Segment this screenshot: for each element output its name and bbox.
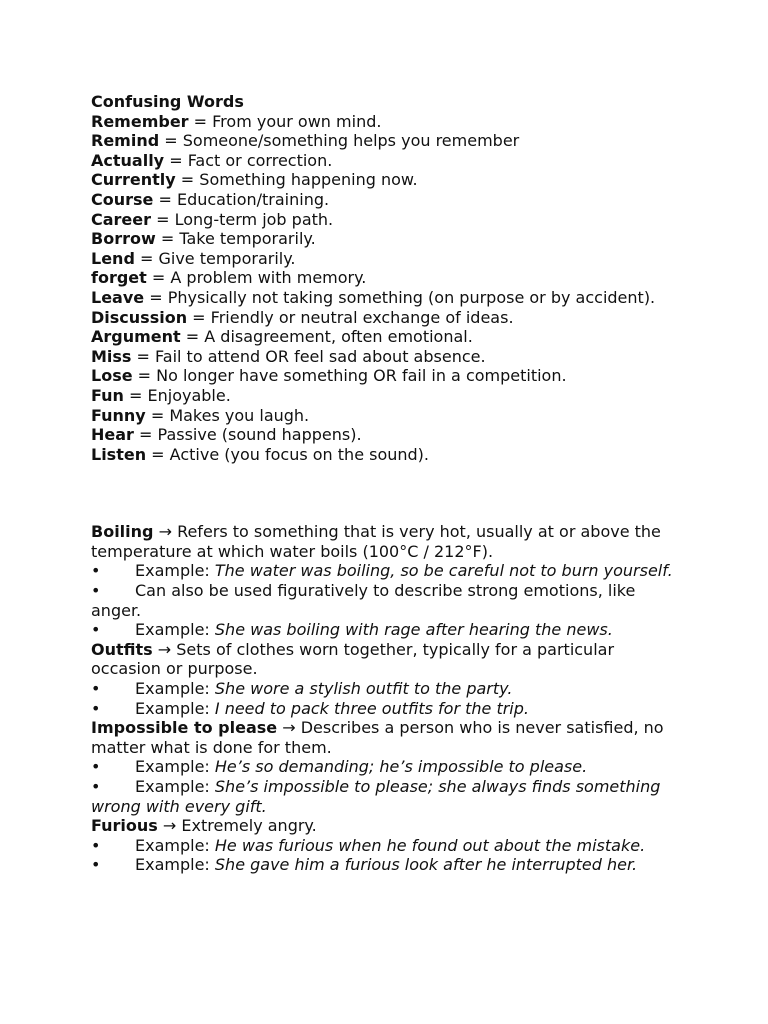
pair-definition: Long-term job path.	[174, 209, 334, 229]
example-text: She was boiling with rage after hearing the news.	[214, 620, 613, 640]
pair-term: Remind	[91, 131, 160, 151]
entry-term: Outfits	[91, 639, 153, 659]
pair-term: Currently	[91, 170, 176, 190]
bullet-icon: •	[91, 757, 101, 777]
pair-definition: Fact or correction.	[187, 150, 333, 170]
pair-definition: Makes you laugh.	[169, 405, 310, 425]
pairs-list	[91, 112, 691, 465]
example-text: She gave him a furious look after he interrupted her.	[214, 855, 638, 875]
example-text: He’s so demanding; he’s impossible to please.	[214, 757, 588, 777]
pair-term: Lend	[91, 248, 135, 268]
pair-term: Argument	[91, 327, 181, 347]
bullet-icon: •	[91, 698, 101, 718]
pair-term: Fun	[91, 385, 124, 405]
pair-term: Leave	[91, 287, 145, 307]
pair-term: Miss	[91, 346, 132, 366]
pair-line: Hear = Passive (sound happens).	[91, 425, 362, 445]
section-gap	[91, 464, 691, 522]
pair-definition: Friendly or neutral exchange of ideas.	[210, 307, 514, 327]
pair-term: Lose	[91, 366, 133, 386]
arrow-icon: →	[152, 639, 177, 659]
example-text: I need to pack three outfits for the trip.	[214, 698, 529, 718]
bullet-item: • Example: I need to pack three outfits for the trip.	[91, 698, 529, 718]
pair-term: forget	[91, 268, 147, 288]
pair-definition: No longer have something OR fail in a competition.	[156, 366, 567, 386]
pair-line: Remember = From your own mind.	[91, 111, 382, 131]
entry-definition: Refers to something that is very hot, usually at or above the temperature at which water boils (100°C / 212°F).	[91, 522, 661, 561]
entry-term: Furious	[91, 816, 158, 836]
entry-heading	[91, 640, 681, 679]
example-text: She’s impossible to please; she always finds something wrong with every gift.	[91, 777, 661, 816]
entry-term: Impossible to please	[91, 718, 278, 738]
pair-definition: Fail to attend OR feel sad about absence.	[155, 346, 486, 366]
pair-definition: Passive (sound happens).	[157, 425, 362, 445]
example-text: He was furious when he found out about the mistake.	[214, 835, 646, 855]
entry-heading	[91, 816, 681, 836]
bullet-icon: •	[91, 679, 101, 699]
document-page	[91, 92, 691, 875]
bullet-item: • Example: He’s so demanding; he’s impossible to please.	[91, 757, 588, 777]
bullet-item: • Example: She gave him a furious look after he interrupted her.	[91, 855, 638, 875]
entry-heading	[91, 718, 681, 757]
pair-line: forget = A problem with memory.	[91, 268, 367, 288]
example-text: The water was boiling, so be careful not to burn yourself.	[214, 561, 673, 581]
pair-definition: Take temporarily.	[179, 229, 316, 249]
pair-term: Borrow	[91, 229, 156, 249]
pair-term: Discussion	[91, 307, 188, 327]
bullet-icon: •	[91, 835, 101, 855]
pair-line: Leave = Physically not taking something (on purpose or by accident).	[91, 287, 656, 307]
example-text: She wore a stylish outfit to the party.	[214, 679, 513, 699]
entry-definition: Extremely angry.	[181, 816, 317, 836]
pair-term: Career	[91, 209, 152, 229]
pair-term: Funny	[91, 405, 146, 425]
pair-line: Argument = A disagreement, often emotional.	[91, 327, 473, 347]
entry-heading	[91, 522, 681, 561]
pair-definition: Something happening now.	[199, 170, 418, 190]
bullet-icon: •	[91, 581, 101, 601]
bullet-item	[91, 581, 681, 620]
pair-definition: Give temporarily.	[158, 248, 296, 268]
pair-line: Borrow = Take temporarily.	[91, 229, 316, 249]
pair-definition: Physically not taking something (on purpose or by accident).	[167, 287, 656, 307]
pair-line: Lose = No longer have something OR fail in a competition.	[91, 366, 567, 386]
entry-definition: Sets of clothes worn together, typically for a particular occasion or purpose.	[91, 639, 615, 679]
entry-definition: Describes a person who is never satisfied, no matter what is done for them.	[91, 718, 664, 757]
bullet-icon: •	[91, 855, 101, 875]
pair-term: Course	[91, 189, 154, 209]
pair-line: Funny = Makes you laugh.	[91, 405, 310, 425]
entries-list	[91, 522, 691, 875]
pair-definition: Education/training.	[176, 189, 330, 209]
pair-term: Listen	[91, 444, 147, 464]
pair-definition: Active (you focus on the sound).	[169, 444, 430, 464]
document-title: Confusing Words	[91, 92, 244, 111]
bullet-item: • Example: He was furious when he found out about the mistake.	[91, 835, 646, 855]
pair-line: Listen = Active (you focus on the sound).	[91, 444, 430, 464]
pair-definition: Enjoyable.	[147, 385, 231, 405]
arrow-icon: →	[153, 522, 178, 542]
pair-definition: A disagreement, often emotional.	[204, 327, 473, 347]
pair-definition: From your own mind.	[212, 111, 382, 131]
bullet-item: • Example: The water was boiling, so be careful not to burn yourself.	[91, 561, 673, 581]
bullet-item: • Example: She wore a stylish outfit to the party.	[91, 679, 513, 699]
pair-definition: Someone/something helps you remember	[182, 131, 520, 151]
pair-line: Currently = Something happening now.	[91, 170, 418, 190]
bullet-icon: •	[91, 620, 101, 640]
bullet-item: • Example: She’s impossible to please; she always finds something wrong with every gift.	[91, 777, 661, 816]
pair-line: Remind = Someone/something helps you remember	[91, 131, 520, 151]
pair-line: Career = Long-term job path.	[91, 209, 334, 229]
arrow-icon: →	[157, 816, 182, 836]
pair-line: Miss = Fail to attend OR feel sad about absence.	[91, 346, 486, 366]
bullet-icon: •	[91, 777, 101, 796]
arrow-icon: →	[277, 718, 301, 738]
pair-term: Remember	[91, 111, 189, 131]
entry-term: Boiling	[91, 522, 154, 542]
pair-line: Discussion = Friendly or neutral exchange of ideas.	[91, 307, 514, 327]
pair-term: Actually	[91, 150, 165, 170]
bullet-icon: •	[91, 561, 101, 581]
pair-line: Actually = Fact or correction.	[91, 150, 333, 170]
bullet-text: Can also be used figuratively to describe strong emotions, like anger.	[91, 581, 636, 620]
pair-definition: A problem with memory.	[170, 268, 367, 288]
bullet-item: • Example: She was boiling with rage after hearing the news.	[91, 620, 613, 640]
pair-line: Course = Education/training.	[91, 189, 330, 209]
pair-line: Lend = Give temporarily.	[91, 248, 296, 268]
pair-line: Fun = Enjoyable.	[91, 385, 231, 405]
pair-term: Hear	[91, 425, 134, 445]
